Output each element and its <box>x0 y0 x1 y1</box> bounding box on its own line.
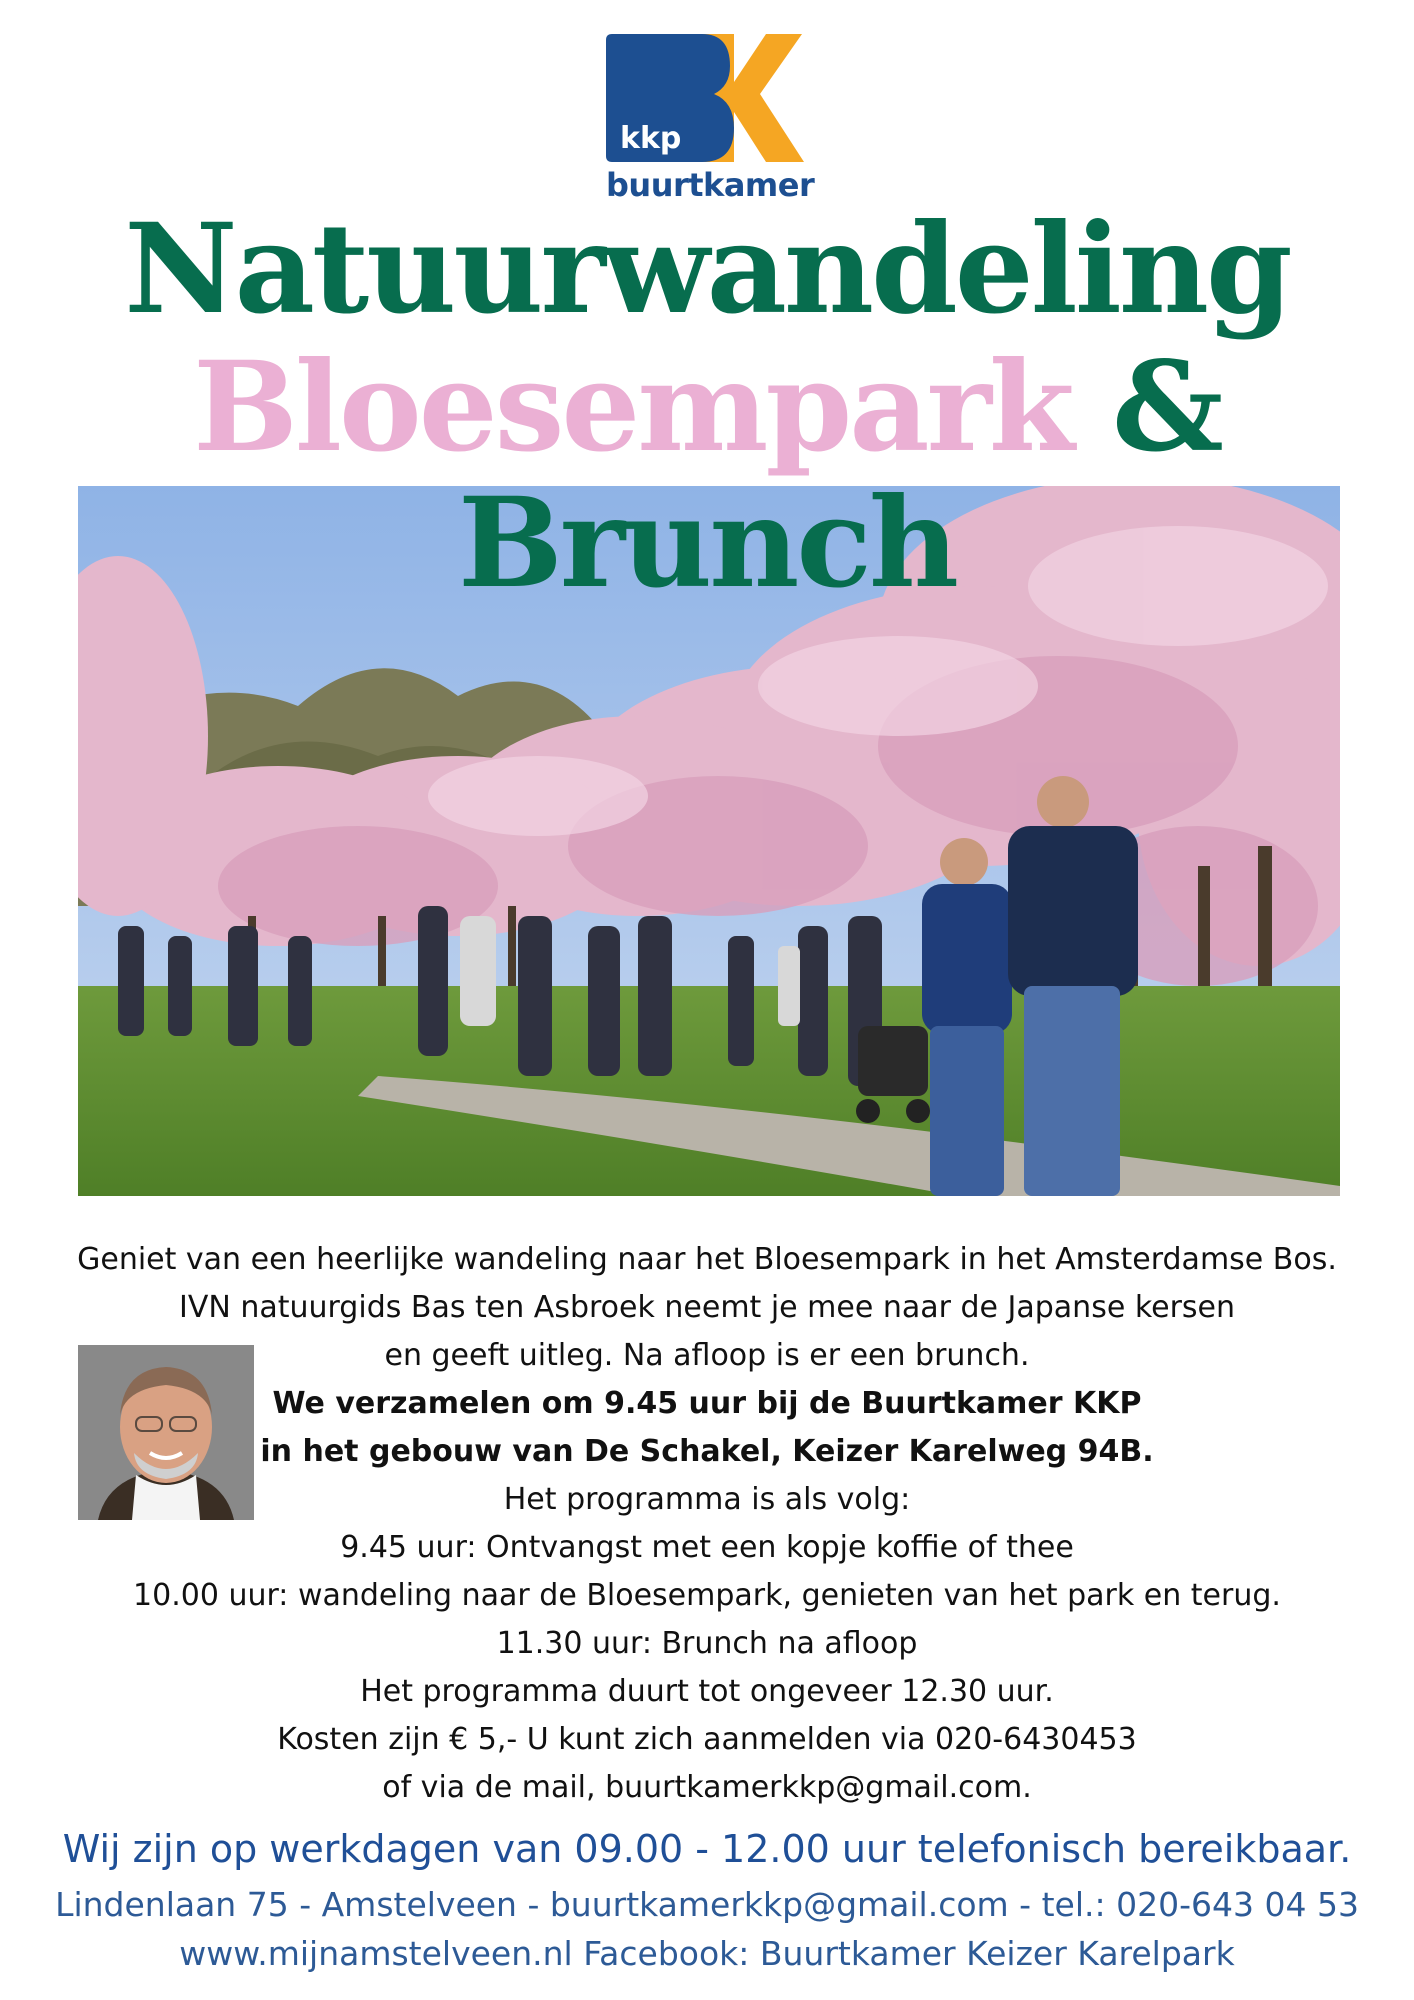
program-item-1: 9.45 uur: Ontvangst met een kopje koffie of thee <box>340 1530 1074 1565</box>
buurtkamer-logo <box>606 30 815 205</box>
cost-registration: Kosten zijn € 5,- U kunt zich aanmelden via 020-6430453 <box>277 1722 1137 1757</box>
body-line-1: Geniet van een heerlijke wandeling naar het Bloesempark in het Amsterdamse Bos. <box>77 1242 1337 1277</box>
body-line-3: en geeft uitleg. Na afloop is er een brunch. <box>384 1338 1030 1373</box>
program-item-2: 10.00 uur: wandeling naar de Bloesempark, genieten van het park en terug. <box>133 1578 1281 1613</box>
body-line-2: IVN natuurgids Bas ten Asbroek neemt je mee naar de Japanse kersen <box>178 1290 1236 1325</box>
headline-ampersand: & <box>1111 335 1221 480</box>
program-heading: Het programma is als volg: <box>503 1482 911 1517</box>
registration-email: of via de mail, buurtkamerkkp@gmail.com. <box>382 1770 1032 1805</box>
headline-subtitle <box>0 335 1414 480</box>
headline-title: Natuurwandeling <box>124 197 1290 342</box>
footer-hours: Wij zijn op werkdagen van 09.00 - 12.00 uur telefonisch bereikbaar. <box>62 1827 1352 1871</box>
meeting-point-line-2: in het gebouw van De Schakel, Keizer Karelweg 94B. <box>260 1434 1154 1469</box>
logo-text: buurtkamer <box>606 166 815 204</box>
headline-brunch: Brunch <box>457 471 957 616</box>
headline-park: Bloesempark <box>193 335 1072 480</box>
footer-web: www.mijnamstelveen.nl Facebook: Buurtkamer Keizer Karelpark <box>179 1934 1235 1973</box>
kkp-logo-mark <box>606 30 806 166</box>
footer-address: Lindenlaan 75 - Amstelveen - buurtkamerkkp@gmail.com - tel.: 020-643 04 53 <box>55 1885 1359 1924</box>
logo-initials: kkp <box>620 121 682 156</box>
meeting-point-line-1: We verzamelen om 9.45 uur bij de Buurtkamer KKP <box>272 1386 1142 1421</box>
program-end-time: Het programma duurt tot ongeveer 12.30 uur. <box>360 1674 1054 1709</box>
program-item-3: 11.30 uur: Brunch na afloop <box>496 1626 918 1661</box>
